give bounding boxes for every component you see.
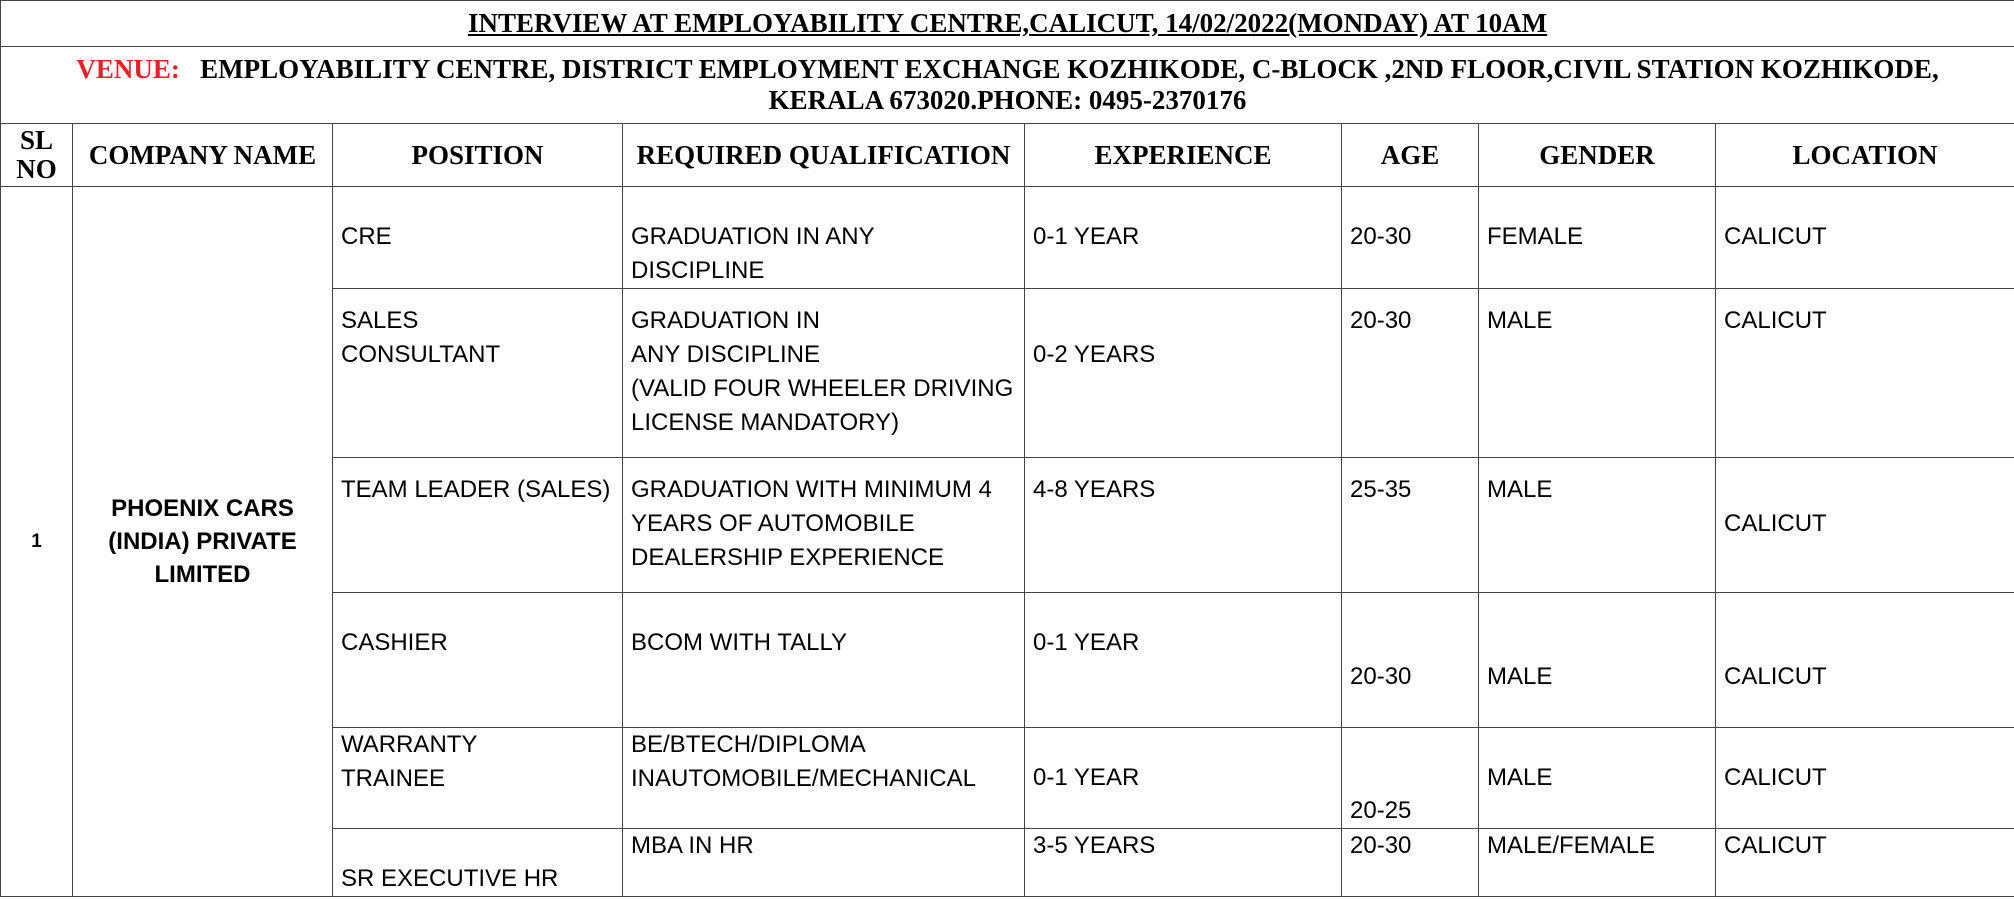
qualification-line: INAUTOMOBILE/MECHANICAL xyxy=(631,765,976,792)
location-cell xyxy=(1716,593,2014,728)
experience-value: 0-2 YEARS xyxy=(1033,341,1156,368)
header-company: COMPANY NAME xyxy=(73,124,333,187)
qualification-cell xyxy=(623,289,1025,458)
location-cell xyxy=(1716,289,2014,458)
gender-cell xyxy=(1479,829,1716,897)
experience-cell xyxy=(1025,289,1342,458)
position-line: SALES xyxy=(341,307,419,334)
position-line: WARRANTY xyxy=(341,731,478,758)
position-cell xyxy=(333,728,623,829)
qualification-cell xyxy=(623,187,1025,289)
location-cell xyxy=(1716,728,2014,829)
experience-cell xyxy=(1025,728,1342,829)
experience-value: 0-1 YEAR xyxy=(1033,764,1140,791)
qualification-line: LICENSE MANDATORY) xyxy=(631,409,900,436)
qualification-line: GRADUATION IN ANY xyxy=(631,223,875,250)
gender-value: MALE xyxy=(1487,764,1553,791)
header-position: POSITION xyxy=(333,124,623,187)
position-cell xyxy=(333,289,623,458)
experience-cell xyxy=(1025,829,1342,897)
experience-cell xyxy=(1025,458,1342,593)
venue-block xyxy=(1,47,2014,124)
position-cell xyxy=(333,187,623,289)
age-cell xyxy=(1342,829,1479,897)
venue-line-2: KERALA 673020.PHONE: 0495-2370176 xyxy=(768,85,1247,115)
gender-cell xyxy=(1479,187,1716,289)
gender-value: MALE xyxy=(1487,307,1553,334)
location-value: CALICUT xyxy=(1724,307,1827,334)
header-age: AGE xyxy=(1342,124,1479,187)
header-sl-no xyxy=(1,124,73,187)
qualification-cell xyxy=(623,829,1025,897)
location-value: CALICUT xyxy=(1724,663,1827,690)
location-value: CALICUT xyxy=(1724,832,1827,859)
table-row xyxy=(1,187,2014,289)
location-cell xyxy=(1716,187,2014,289)
qualification-line: DEALERSHIP EXPERIENCE xyxy=(631,544,944,571)
gender-cell xyxy=(1479,593,1716,728)
age-cell xyxy=(1342,728,1479,829)
location-value: CALICUT xyxy=(1724,764,1827,791)
age-value: 20-25 xyxy=(1350,797,1412,824)
position-cell xyxy=(333,829,623,897)
age-value: 25-35 xyxy=(1350,476,1412,503)
position-line: TEAM LEADER (SALES) xyxy=(341,476,611,503)
age-cell xyxy=(1342,187,1479,289)
header-sl-no-line-1: SL xyxy=(19,125,54,155)
gender-cell xyxy=(1479,458,1716,593)
age-cell xyxy=(1342,458,1479,593)
experience-value: 0-1 YEAR xyxy=(1033,629,1140,656)
age-value: 20-30 xyxy=(1350,307,1412,334)
company-name-line-3: LIMITED xyxy=(154,561,251,588)
gender-value: MALE/FEMALE xyxy=(1487,832,1656,859)
experience-cell xyxy=(1025,187,1342,289)
position-line: CONSULTANT xyxy=(341,341,501,368)
qualification-line: MBA IN HR xyxy=(631,832,754,859)
age-value: 20-30 xyxy=(1350,223,1412,250)
qualification-line: GRADUATION WITH MINIMUM 4 xyxy=(631,476,992,503)
location-value: CALICUT xyxy=(1724,510,1827,537)
age-cell xyxy=(1342,593,1479,728)
position-line: TRAINEE xyxy=(341,765,446,792)
page-title xyxy=(1,1,2014,47)
position-line: CASHIER xyxy=(341,629,448,656)
sl-no-cell: 1 xyxy=(1,187,73,897)
position-line: SR EXECUTIVE HR xyxy=(341,865,559,892)
qualification-line: BCOM WITH TALLY xyxy=(631,629,848,656)
qualification-cell xyxy=(623,593,1025,728)
header-location: LOCATION xyxy=(1716,124,2014,187)
experience-value: 0-1 YEAR xyxy=(1033,223,1140,250)
age-value: 20-30 xyxy=(1350,663,1412,690)
gender-value: MALE xyxy=(1487,663,1553,690)
header-row xyxy=(1,124,2014,187)
gender-value: MALE xyxy=(1487,476,1553,503)
header-gender: GENDER xyxy=(1479,124,1716,187)
position-cell xyxy=(333,458,623,593)
qualification-line: YEARS OF AUTOMOBILE xyxy=(631,510,915,537)
location-cell xyxy=(1716,829,2014,897)
venue-label: VENUE: xyxy=(76,54,180,84)
header-qualification: REQUIRED QUALIFICATION xyxy=(623,124,1025,187)
experience-value: 4-8 YEARS xyxy=(1033,476,1156,503)
gender-cell xyxy=(1479,728,1716,829)
header-sl-no-line-2: NO xyxy=(16,154,57,184)
qualification-cell xyxy=(623,458,1025,593)
gender-value: FEMALE xyxy=(1487,223,1584,250)
company-name-line-1: PHOENIX CARS xyxy=(111,495,294,522)
qualification-cell xyxy=(623,728,1025,829)
position-line: CRE xyxy=(341,223,392,250)
qualification-line: GRADUATION IN xyxy=(631,307,820,334)
header-experience: EXPERIENCE xyxy=(1025,124,1342,187)
qualification-line: BE/BTECH/DIPLOMA xyxy=(631,731,866,758)
experience-value: 3-5 YEARS xyxy=(1033,832,1156,859)
gender-cell xyxy=(1479,289,1716,458)
qualification-line: DISCIPLINE xyxy=(631,257,765,284)
experience-cell xyxy=(1025,593,1342,728)
page-title-text: INTERVIEW AT EMPLOYABILITY CENTRE,CALICUT, 14/02/2022(MONDAY) AT 10AM xyxy=(467,8,1548,38)
location-cell xyxy=(1716,458,2014,593)
age-cell xyxy=(1342,289,1479,458)
location-value: CALICUT xyxy=(1724,223,1827,250)
company-name-cell xyxy=(73,187,333,897)
qualification-line: (VALID FOUR WHEELER DRIVING xyxy=(631,375,1014,402)
venue-line-1: EMPLOYABILITY CENTRE, DISTRICT EMPLOYMENT EXCHANGE KOZHIKODE, C-BLOCK ,2ND FLOOR,CIVIL STATION KOZHIKODE, xyxy=(200,54,1939,84)
age-value: 20-30 xyxy=(1350,832,1412,859)
position-cell xyxy=(333,593,623,728)
company-name-line-2: (INDIA) PRIVATE xyxy=(108,528,297,555)
qualification-line: ANY DISCIPLINE xyxy=(631,341,820,368)
